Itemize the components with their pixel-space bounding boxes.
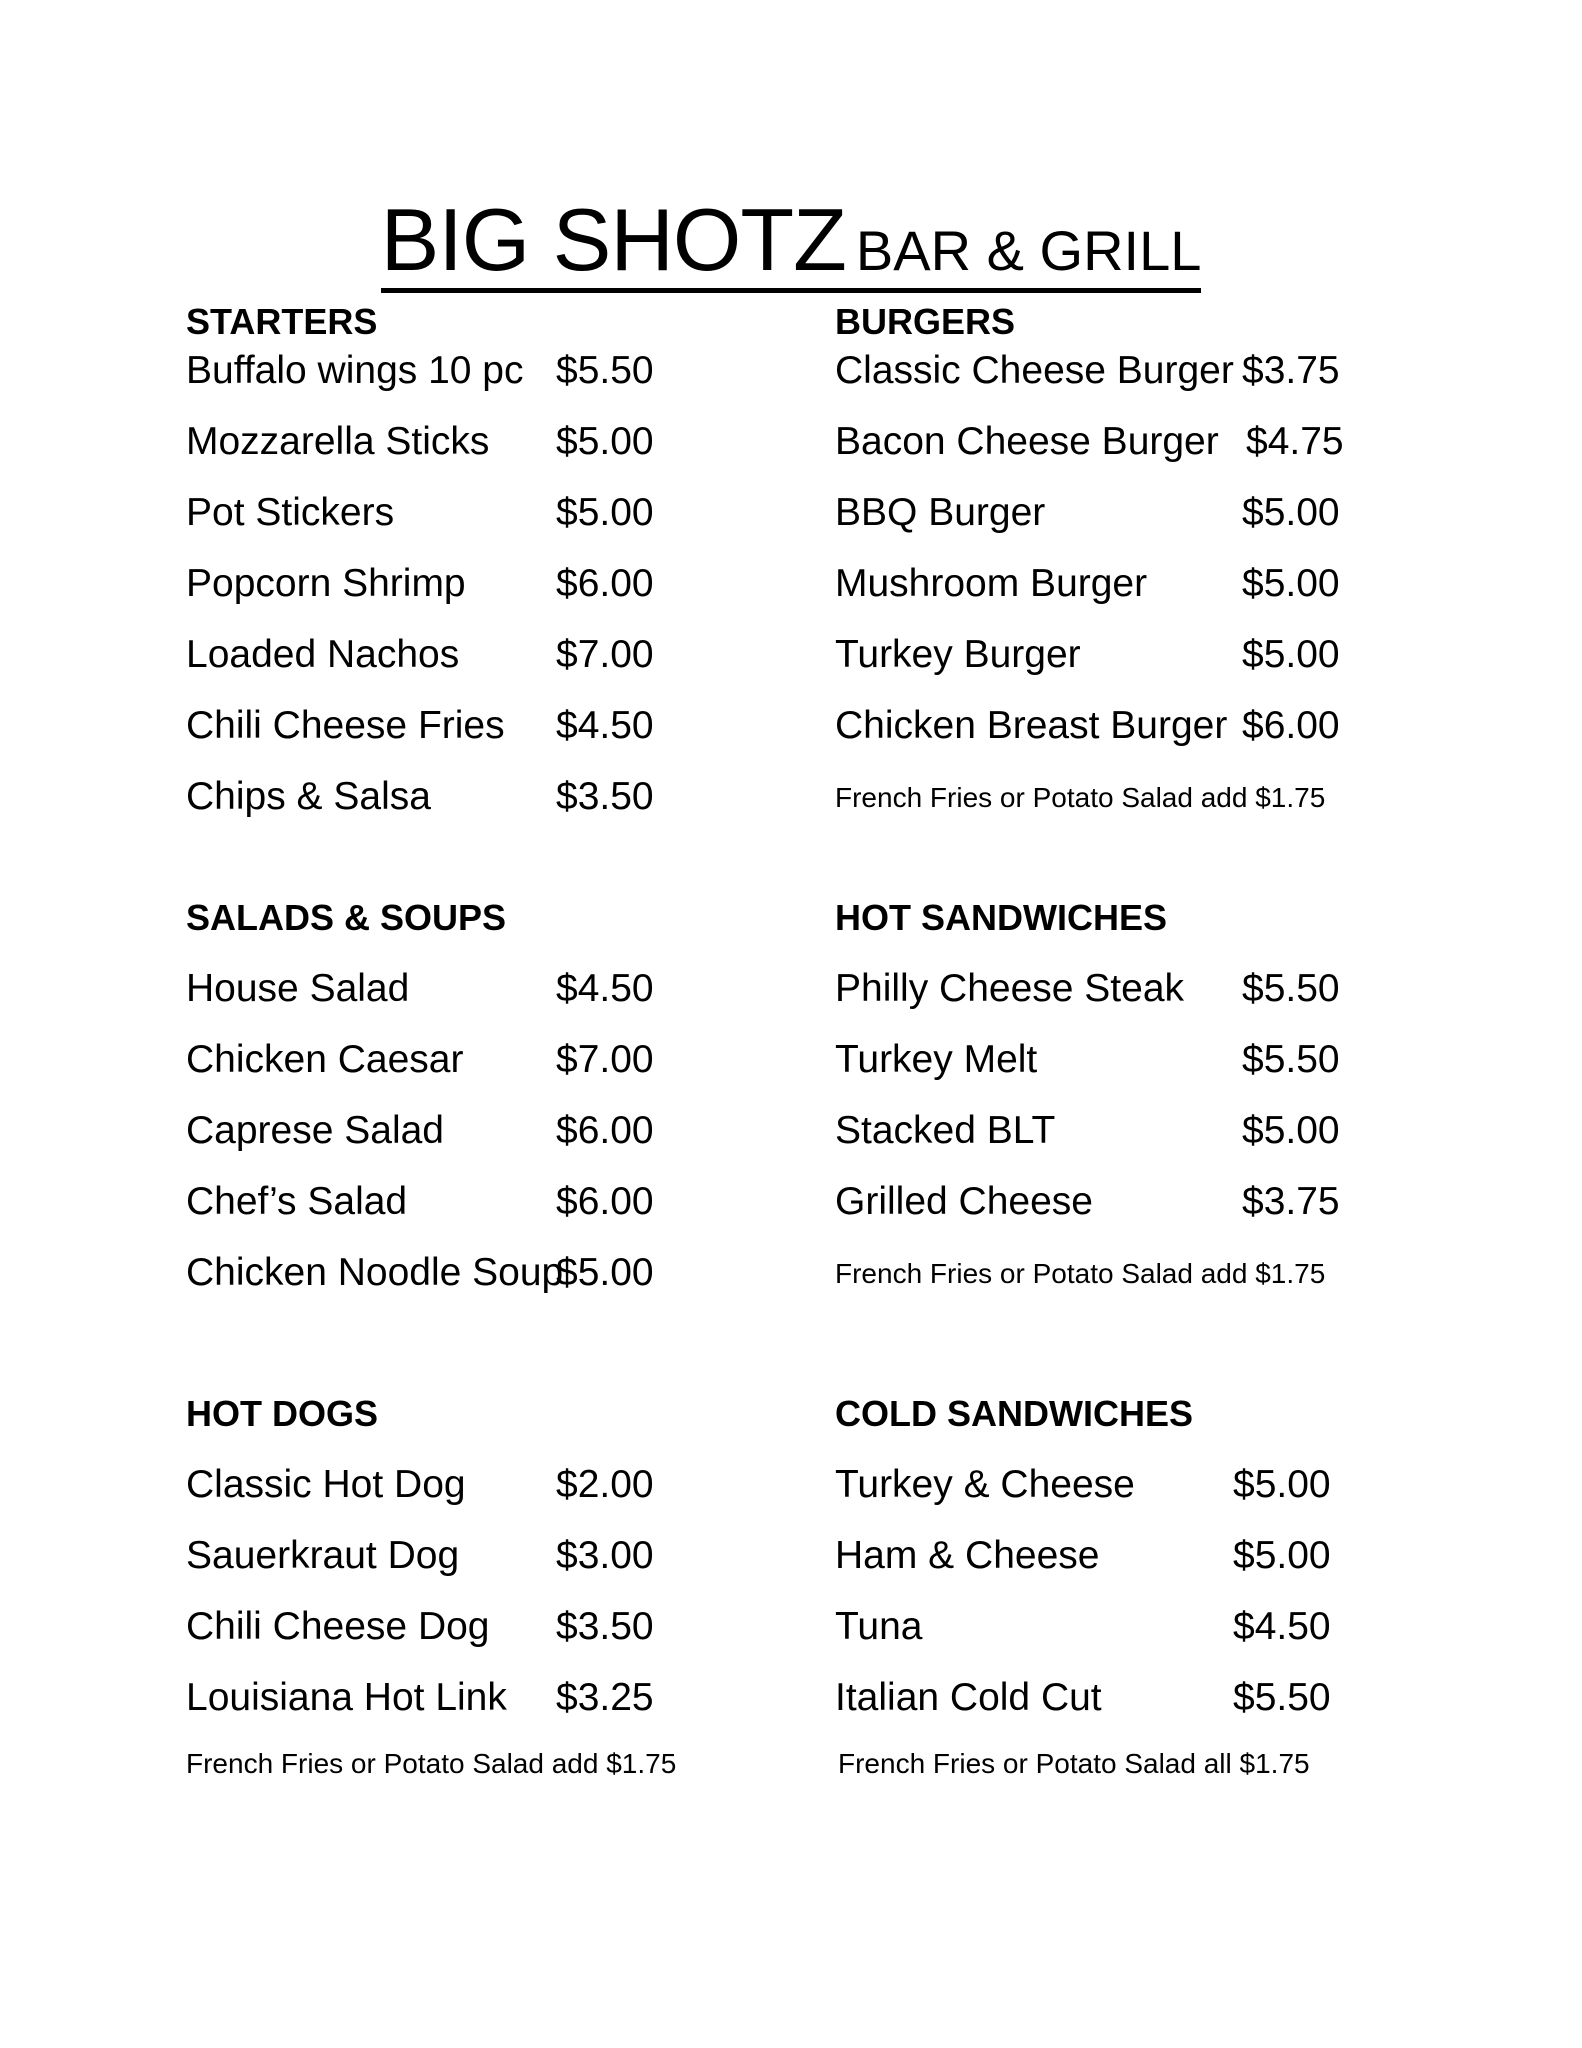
- menu-item: [186, 772, 826, 843]
- menu-item: [186, 1673, 826, 1744]
- menu-item: [186, 701, 826, 772]
- item-price: $6.00: [556, 562, 654, 605]
- menu-item: [186, 559, 826, 630]
- item-price: $5.50: [556, 349, 654, 392]
- item-price: $2.00: [556, 1463, 654, 1506]
- item-name: Stacked BLT: [835, 1109, 1056, 1152]
- menu-item: [186, 417, 826, 488]
- item-name: Turkey Burger: [835, 633, 1081, 676]
- menu-item: [186, 1177, 826, 1248]
- item-name: Chicken Noodle Soup: [186, 1251, 564, 1294]
- item-name: Chili Cheese Dog: [186, 1605, 490, 1648]
- menu-item: [186, 1248, 826, 1319]
- item-price: $5.00: [556, 491, 654, 534]
- menu-item: [835, 559, 1475, 630]
- item-name: BBQ Burger: [835, 491, 1046, 534]
- restaurant-subtitle: BAR & GRILL: [855, 219, 1202, 282]
- item-name: Classic Cheese Burger: [835, 349, 1234, 392]
- side-note: French Fries or Potato Salad add $1.75: [835, 1258, 1326, 1289]
- item-name: Loaded Nachos: [186, 633, 460, 676]
- item-name: Pot Stickers: [186, 491, 395, 534]
- section-burgers: [835, 302, 1475, 818]
- menu-item: [186, 488, 826, 559]
- item-name: Bacon Cheese Burger: [835, 420, 1219, 463]
- item-price: $5.50: [1233, 1676, 1331, 1719]
- item-name: Mushroom Burger: [835, 562, 1148, 605]
- section-heading: HOT DOGS: [186, 1393, 379, 1434]
- item-price: $5.00: [1242, 1109, 1340, 1152]
- menu-item: [835, 1531, 1475, 1602]
- menu-item: [835, 346, 1475, 417]
- menu-item: [186, 1531, 826, 1602]
- menu-item: [186, 1602, 826, 1673]
- item-name: Chef’s Salad: [186, 1180, 408, 1223]
- item-name: Chili Cheese Fries: [186, 704, 505, 747]
- menu-item: [186, 630, 826, 701]
- menu-title-underlined: [380, 190, 1202, 293]
- menu-item: [186, 1106, 826, 1177]
- item-price: $3.50: [556, 775, 654, 818]
- section-hot-sandwiches: [835, 898, 1475, 1294]
- item-price: $4.50: [556, 704, 654, 747]
- menu-item: [186, 1460, 826, 1531]
- item-name: Ham & Cheese: [835, 1534, 1100, 1577]
- menu-item: [835, 417, 1475, 488]
- item-name: Caprese Salad: [186, 1109, 444, 1152]
- section-hot-dogs: [186, 1394, 826, 1784]
- item-price: $3.75: [1242, 1180, 1340, 1223]
- item-price: $6.00: [556, 1180, 654, 1223]
- menu-item: [186, 964, 826, 1035]
- side-note: French Fries or Potato Salad add $1.75: [835, 782, 1326, 813]
- item-name: Philly Cheese Steak: [835, 967, 1185, 1010]
- section-salads-soups: [186, 898, 826, 1319]
- item-price: $3.50: [556, 1605, 654, 1648]
- item-name: Chicken Caesar: [186, 1038, 464, 1081]
- item-price: $3.25: [556, 1676, 654, 1719]
- menu-item: [835, 488, 1475, 559]
- menu-item: [835, 1602, 1475, 1673]
- item-name: Popcorn Shrimp: [186, 562, 466, 605]
- item-price: $5.00: [1242, 491, 1340, 534]
- item-name: House Salad: [186, 967, 410, 1010]
- side-note: French Fries or Potato Salad add $1.75: [186, 1748, 677, 1779]
- item-price: $4.50: [556, 967, 654, 1010]
- item-price: $5.00: [1242, 633, 1340, 676]
- item-name: Chips & Salsa: [186, 775, 431, 818]
- item-price: $6.00: [1242, 704, 1340, 747]
- item-name: Italian Cold Cut: [835, 1676, 1102, 1719]
- item-price: $3.00: [556, 1534, 654, 1577]
- menu-item: [835, 1460, 1475, 1531]
- item-name: Louisiana Hot Link: [186, 1676, 507, 1719]
- menu-item: [835, 1673, 1475, 1744]
- item-price: $3.75: [1242, 349, 1340, 392]
- item-price: $4.50: [1233, 1605, 1331, 1648]
- item-price: $6.00: [556, 1109, 654, 1152]
- side-note: French Fries or Potato Salad all $1.75: [838, 1748, 1310, 1779]
- item-price: $4.75: [1246, 420, 1344, 463]
- menu-item: [186, 1035, 826, 1106]
- item-price: $5.00: [1233, 1534, 1331, 1577]
- section-starters: [186, 302, 826, 843]
- item-price: $5.00: [556, 420, 654, 463]
- menu-item: [835, 701, 1475, 772]
- section-cold-sandwiches: [835, 1394, 1475, 1784]
- section-heading: STARTERS: [186, 301, 378, 342]
- section-heading: BURGERS: [835, 301, 1016, 342]
- item-name: Chicken Breast Burger: [835, 704, 1228, 747]
- item-name: Grilled Cheese: [835, 1180, 1093, 1223]
- menu-item: [835, 630, 1475, 701]
- item-name: Buffalo wings 10 pc: [186, 349, 524, 392]
- item-price: $7.00: [556, 633, 654, 676]
- item-name: Turkey Melt: [835, 1038, 1038, 1081]
- item-price: $7.00: [556, 1038, 654, 1081]
- menu-item: [186, 346, 826, 417]
- menu-item: [835, 1106, 1475, 1177]
- item-name: Tuna: [835, 1605, 923, 1648]
- item-price: $5.00: [1233, 1463, 1331, 1506]
- item-price: $5.50: [1242, 967, 1340, 1010]
- item-price: $5.50: [1242, 1038, 1340, 1081]
- item-name: Sauerkraut Dog: [186, 1534, 460, 1577]
- item-name: Turkey & Cheese: [835, 1463, 1135, 1506]
- section-heading: COLD SANDWICHES: [835, 1393, 1193, 1434]
- menu-title: [0, 190, 1582, 293]
- section-heading: SALADS & SOUPS: [186, 897, 507, 938]
- item-name: Mozzarella Sticks: [186, 420, 490, 463]
- section-heading: HOT SANDWICHES: [835, 897, 1167, 938]
- menu-item: [835, 964, 1475, 1035]
- restaurant-name: BIG SHOTZ: [380, 190, 846, 289]
- item-price: $5.00: [556, 1251, 654, 1294]
- item-price: $5.00: [1242, 562, 1340, 605]
- menu-item: [835, 1177, 1475, 1248]
- menu-item: [835, 1035, 1475, 1106]
- item-name: Classic Hot Dog: [186, 1463, 466, 1506]
